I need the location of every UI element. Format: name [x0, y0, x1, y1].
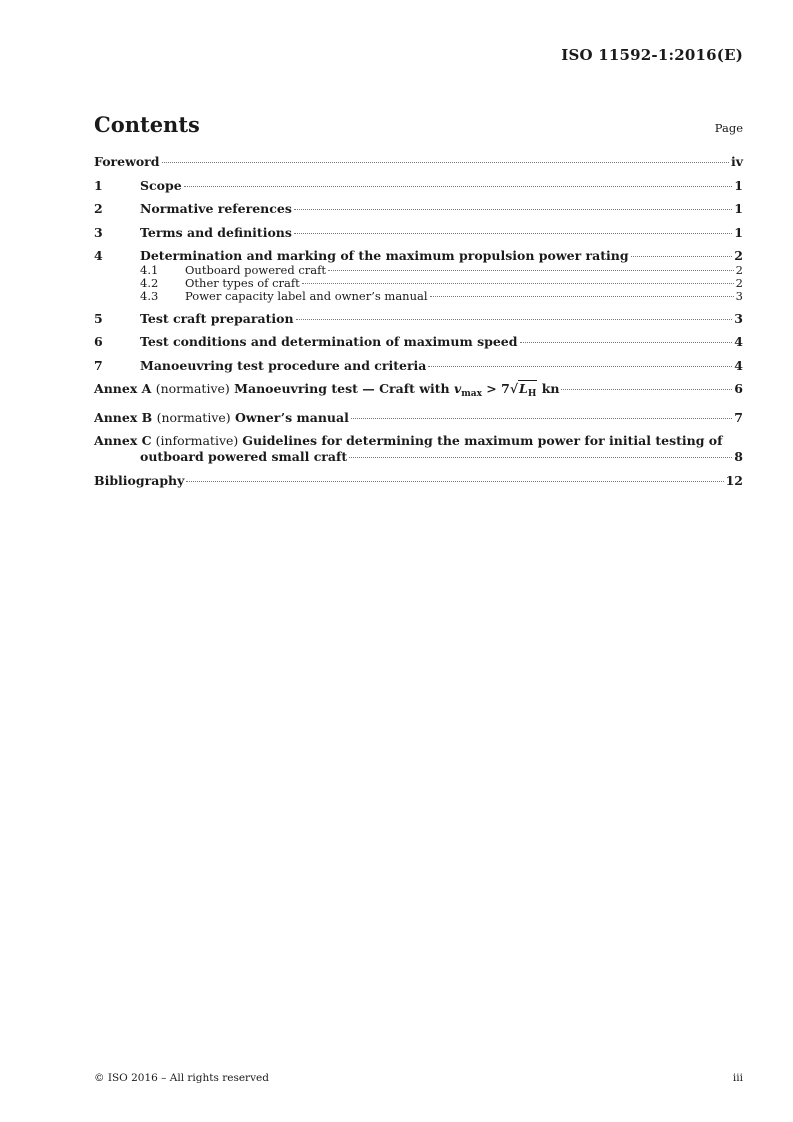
- toc-entry-page: 1: [734, 224, 743, 240]
- dot-leader: [294, 209, 732, 210]
- toc-entry-title: Manoeuvring test procedure and criteria: [140, 357, 427, 373]
- l-symbol: L: [519, 381, 528, 396]
- toc-entry-number: 2: [94, 201, 103, 216]
- contents-header: [94, 112, 743, 137]
- annex-c-line-1: [94, 433, 743, 449]
- annex-title: Owner’s manual: [235, 409, 349, 425]
- annex-label: Annex A: [94, 381, 152, 396]
- toc-entry-page: iv: [730, 154, 743, 169]
- dot-leader: [349, 457, 732, 458]
- dot-leader: [294, 233, 732, 234]
- dot-leader: [428, 366, 732, 367]
- annex-title-continued: outboard powered small craft: [140, 449, 348, 464]
- dot-leader: [430, 296, 734, 297]
- v-symbol: v: [453, 381, 462, 396]
- contents-title: Contents: [94, 112, 200, 137]
- toc-entry-title: Scope: [140, 177, 182, 193]
- toc-entry-title: Test conditions and determination of maximum speed: [140, 334, 518, 349]
- dot-leader: [351, 418, 732, 419]
- toc-entry-page: 12: [725, 472, 743, 488]
- v-subscript: max: [461, 389, 482, 399]
- toc-entry-page: 2: [735, 263, 743, 277]
- toc-entry-page: 4: [734, 357, 743, 373]
- toc-entry-test-craft-preparation[interactable]: [94, 311, 743, 327]
- toc-entry-page: 4: [734, 334, 743, 349]
- toc-entry-page: 6: [734, 381, 743, 396]
- annex-title: Manoeuvring test — Craft with: [234, 381, 454, 396]
- page-footer: [94, 1072, 743, 1084]
- toc-entry-number: 4.1: [140, 263, 159, 277]
- toc-entry-page: 7: [734, 409, 743, 425]
- toc-entry-title: Determination and marking of the maximum propulsion power rating: [140, 248, 629, 263]
- annex-label: Annex B: [94, 409, 153, 425]
- toc-entry-title: Bibliography: [94, 472, 185, 488]
- toc-entry-title: Outboard powered craft: [185, 263, 327, 277]
- table-of-contents: [94, 154, 743, 489]
- annex-c-line-2: [94, 449, 743, 465]
- toc-entry-page: 3: [735, 289, 743, 303]
- toc-entry-title: Test craft preparation: [140, 310, 294, 326]
- dot-leader: [162, 162, 729, 163]
- dot-leader: [631, 256, 733, 257]
- dot-leader: [302, 283, 734, 284]
- annex-type: (informative): [155, 433, 239, 448]
- toc-entry-page: 1: [734, 201, 743, 216]
- toc-entry-number: 1: [94, 177, 103, 193]
- sqrt-sign: √: [509, 381, 519, 396]
- toc-entry-test-conditions[interactable]: [94, 334, 743, 350]
- copyright-notice: © ISO 2016 – All rights reserved: [94, 1072, 269, 1084]
- toc-entry-annex-a[interactable]: [94, 381, 743, 402]
- toc-entry-number: 4: [94, 248, 103, 263]
- toc-entry-normative-references[interactable]: [94, 201, 743, 217]
- greater-than-seven: > 7: [481, 381, 510, 396]
- toc-entry-title: Terms and definitions: [140, 224, 292, 240]
- toc-entry-title: Power capacity label and owner’s manual: [185, 289, 428, 303]
- annex-label: Annex C: [94, 433, 152, 448]
- toc-entry-page: 8: [734, 449, 743, 464]
- document-id: ISO 11592-1:2016(E): [561, 46, 743, 64]
- toc-entry-page: 2: [735, 276, 743, 290]
- toc-entry-page: 1: [734, 177, 743, 193]
- toc-entry-determination-marking[interactable]: [94, 248, 743, 264]
- toc-entry-annex-b[interactable]: [94, 410, 743, 426]
- toc-entry-number: 4.3: [140, 289, 159, 303]
- toc-entry-terms-definitions[interactable]: [94, 225, 743, 241]
- toc-entry-number: 6: [94, 334, 103, 349]
- page-column-label: Page: [714, 121, 743, 135]
- l-subscript: H: [527, 389, 537, 399]
- toc-entry-scope[interactable]: [94, 178, 743, 194]
- toc-entry-manoeuvring-test[interactable]: [94, 358, 743, 374]
- dot-leader: [184, 186, 733, 187]
- toc-entry-title: [94, 381, 559, 402]
- toc-entry-page: 3: [734, 310, 743, 326]
- toc-entry-number: 3: [94, 224, 103, 240]
- page-number: iii: [732, 1072, 743, 1084]
- dot-leader: [328, 270, 734, 271]
- toc-subentry-power-capacity-label[interactable]: [94, 290, 743, 303]
- dot-leader: [186, 481, 723, 482]
- toc-entry-title: Foreword: [94, 154, 160, 169]
- annex-type: (normative): [156, 409, 231, 425]
- toc-entry-page: 2: [734, 248, 743, 263]
- toc-entry-title: Other types of craft: [185, 276, 300, 290]
- toc-entry-foreword[interactable]: [94, 154, 743, 170]
- dot-leader: [520, 342, 733, 343]
- toc-entry-number: 5: [94, 310, 103, 326]
- sqrt-radicand: [518, 380, 537, 399]
- dot-leader: [561, 389, 732, 390]
- toc-entry-title: [94, 410, 349, 426]
- toc-entry-title: Normative references: [140, 201, 292, 216]
- toc-entry-number: 4.2: [140, 276, 159, 290]
- toc-entry-annex-c[interactable]: [94, 433, 743, 465]
- unit-kn: kn: [537, 381, 560, 396]
- annex-title: Guidelines for determining the maximum power for initial testing of: [242, 433, 723, 448]
- toc-entry-bibliography[interactable]: [94, 473, 743, 489]
- dot-leader: [296, 319, 733, 320]
- toc-entry-number: 7: [94, 357, 103, 373]
- annex-type: (normative): [155, 381, 230, 396]
